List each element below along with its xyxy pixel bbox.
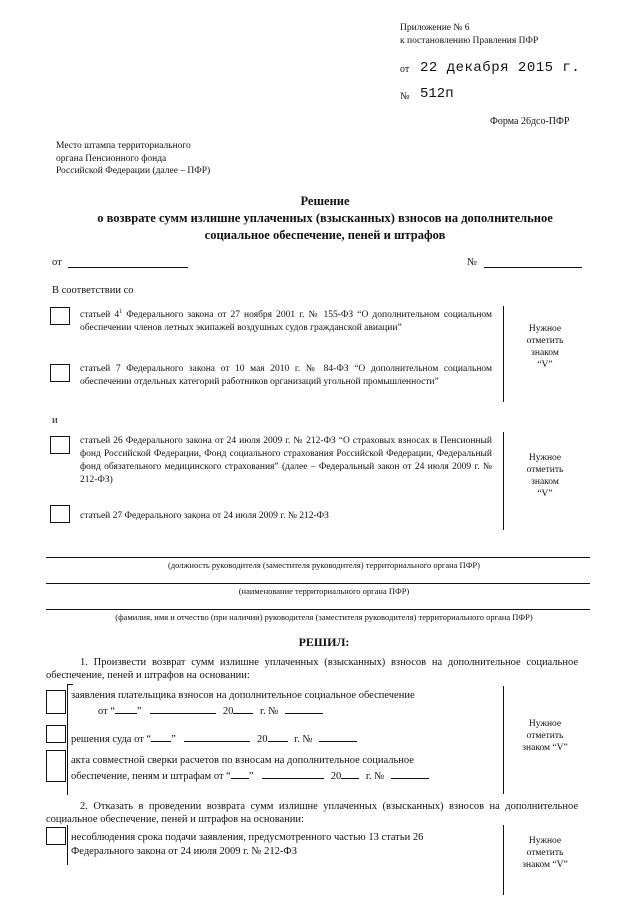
form-name: Форма 26дсо-ПФР	[490, 116, 570, 127]
bracket-line	[503, 432, 504, 530]
number-field[interactable]	[319, 731, 357, 742]
position-field[interactable]	[46, 557, 590, 558]
bracket-line	[67, 825, 68, 865]
item-article-7: статьей 7 Федерального закона от 10 мая 2010 г. № 84-ФЗ “О дополнительном социальном обеспечении отдельных категорий работников организаций угольной промышленности”	[80, 364, 492, 387]
fio-caption: (фамилия, имя и отчество (при наличии) руководителя (заместителя руководителя) территориального органа ПФР)	[115, 612, 533, 622]
from-label: от	[52, 257, 62, 268]
reconciliation-date-row: обеспечение, пеням и штрафам от “ ” 20 г. №	[71, 768, 429, 783]
stamp-line-3: Российской Федерации (далее – ПФР)	[56, 166, 211, 176]
stamp-line-1: Место штампа территориального	[56, 141, 191, 151]
decision-number-field[interactable]	[484, 267, 582, 268]
number-field[interactable]	[391, 768, 429, 779]
item-article-26: статьей 26 Федерального закона от 24 июля 2009 г. № 212-ФЗ “О страховых взносах в Пенсионный фонд Российской Федерации, Фонд социального страхования Российской Федерации, Федеральный фонд обязательного медицинского страхования” (далее – Федеральный закон от 24 июля 2009 г. № 212-ФЗ)	[80, 436, 492, 485]
day-field[interactable]	[115, 703, 137, 714]
item-article-4-1: статьей $4^1$ Федерального закона от 27 ноября 2001 г. № 155-ФЗ “О дополнительном социальном обеспечении членов летных экипажей воздушных судов гражданской авиации”	[80, 309, 492, 334]
bracket-line	[503, 306, 504, 402]
intro-text: В соответствии со	[52, 285, 134, 296]
number-field[interactable]	[285, 703, 323, 714]
month-field[interactable]	[262, 768, 324, 779]
decided-heading: РЕШИЛ:	[298, 635, 350, 649]
item-article-27: статьей 27 Федерального закона от 24 июля 2009 г. № 212-ФЗ	[80, 511, 329, 521]
position-caption: (должность руководителя (заместителя руководителя) территориального органа ПФР)	[168, 560, 480, 570]
application-date-row: от “ ” 20 г. №	[98, 703, 323, 718]
checkbox-article-7[interactable]	[50, 364, 70, 382]
day-field[interactable]	[151, 731, 171, 742]
stamp-place	[56, 140, 210, 178]
bracket-line	[67, 684, 68, 795]
checkbox-article-4-1[interactable]	[50, 307, 70, 325]
appendix-header	[400, 22, 538, 48]
org-caption: (наименование территориального органа ПФР)	[238, 586, 410, 596]
missed-deadline-text-2: Федерального закона от 24 июля 2009 г. № 212-ФЗ	[71, 846, 297, 857]
date-prefix: от	[400, 64, 410, 75]
note-mark-v: Нужное отметить знаком “V”	[526, 453, 564, 499]
bracket-line	[503, 686, 504, 794]
doc-title: Решение	[300, 194, 350, 208]
bracket-line	[67, 684, 73, 685]
reconciliation-text: акта совместной сверки расчетов по взносам на дополнительное социальное	[71, 755, 414, 766]
from-date-field[interactable]	[68, 267, 188, 268]
checkbox-reconciliation-act[interactable]	[46, 750, 66, 782]
appendix-number: Приложение № 6	[400, 23, 470, 33]
checkbox-court-decision[interactable]	[46, 725, 66, 743]
number-value: 512п	[420, 86, 454, 102]
missed-deadline-text: несоблюдения срока подачи заявления, предусмотренного частью 13 статьи 26	[71, 832, 424, 843]
stamp-line-2: органа Пенсионного фонда	[56, 153, 167, 164]
number-prefix: №	[400, 91, 410, 102]
doc-title-line-2: о возврате сумм излишне уплаченных (взысканных) взносов на дополнительное	[97, 211, 553, 225]
paragraph-1: 1. Произвести возврат сумм излишне уплаченных (взысканных) взносов на дополнительное социальное обеспечение, пеней и штрафов на основании:	[46, 657, 578, 681]
checkbox-missed-deadline[interactable]	[46, 827, 66, 845]
year-field[interactable]	[341, 768, 359, 779]
appendix-resolution: к постановлению Правления ПФР	[400, 36, 539, 46]
number-label: №	[467, 257, 478, 268]
court-decision-row: решения суда от “ ” 20 г. №	[71, 731, 357, 746]
day-field[interactable]	[231, 768, 249, 779]
month-field[interactable]	[150, 703, 216, 714]
org-name-field[interactable]	[46, 583, 590, 584]
application-text: заявления плательщика взносов на дополнительное социальное обеспечение	[71, 690, 415, 701]
conjunction: и	[52, 415, 58, 426]
note-mark-v: Нужное отметить знаком “V”	[522, 836, 568, 870]
bracket-line	[503, 825, 504, 895]
note-mark-v: Нужное отметить знаком “V”	[526, 324, 564, 370]
paragraph-2: 2. Отказать в проведении возврата сумм излишне уплаченных (взысканных) взносов на дополнительное социальное обеспечение, пеней и штрафов на основании:	[46, 801, 578, 825]
checkbox-application[interactable]	[46, 690, 66, 714]
checkbox-article-27[interactable]	[50, 505, 70, 523]
month-field[interactable]	[184, 731, 250, 742]
note-mark-v: Нужное отметить знаком “V”	[522, 719, 568, 753]
year-field[interactable]	[268, 731, 288, 742]
date-value: 22 декабря 2015 г.	[420, 60, 581, 76]
doc-title-line-3: социальное обеспечение, пеней и штрафов	[204, 228, 446, 242]
year-field[interactable]	[233, 703, 253, 714]
checkbox-article-26[interactable]	[50, 436, 70, 454]
fio-field[interactable]	[46, 609, 590, 610]
